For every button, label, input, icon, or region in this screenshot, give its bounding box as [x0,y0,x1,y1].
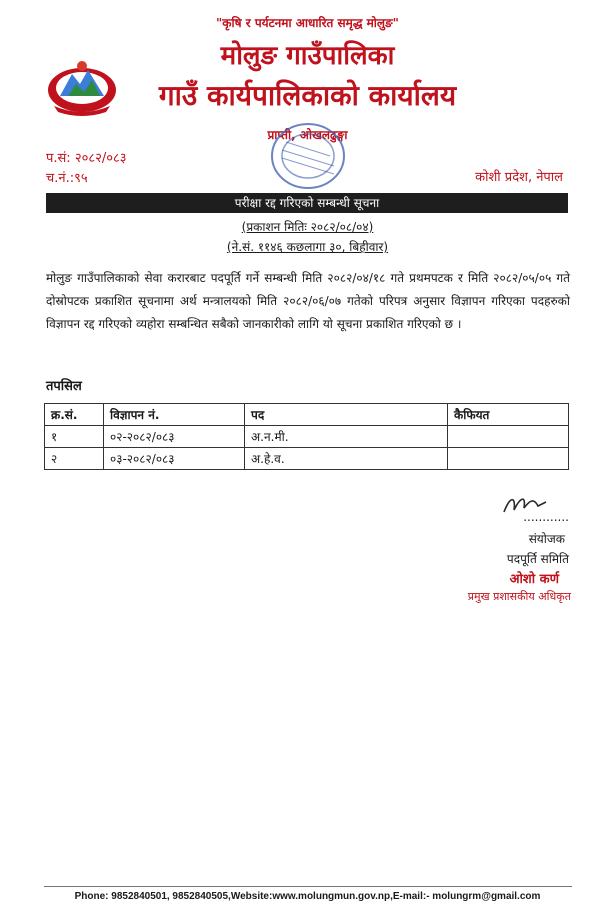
col-serial: क्र.सं. [45,404,104,426]
cell-ad-number: ०२-२०८२/०८३ [104,426,245,448]
table-row [45,448,569,470]
nepal-sambat-date: (ने.सं. ११४६ कछलागा ३०, बिहीवार) [226,240,389,254]
signatory-designation: प्रमुख प्रशासकीय अधिकृत [467,590,571,603]
signatory-name: ओशो कर्ण [509,572,559,587]
patra-sankhya: प.सं: २०८२/०८३ [46,151,127,166]
notice-title-banner: परीक्षा रद्द गरिएको सम्बन्धी सूचना [46,193,568,213]
table-label: तपसिल [46,379,82,394]
col-remarks: कैफियत [448,404,569,426]
footer-divider [44,886,572,887]
signature-committee: पदपूर्ति समिति [506,552,569,566]
vacancy-table [44,403,569,470]
cell-remarks [448,426,569,448]
table-header-row [45,404,569,426]
publish-date: (प्रकाशन मितिः २०८२/०८/०४) [241,220,374,234]
table-row [45,426,569,448]
cell-ad-number: ०३-२०८२/०८३ [104,448,245,470]
notice-body: मोलुङ गाउँपालिकाको सेवा करारबाट पदपूर्ति गर्ने सम्बन्धी मिति २०८२/०४/१८ गते प्रथमपटक र मिति २०८२/०५/०५ गते दोस्रोपटक प्रकाशित सूचनामा अर्थ मन्त्रालयको मिति २०८२/०६/०७ गतेको परिपत्र अनुसार विज्ञापन गरिएका पदहरुको विज्ञापन रद्द गरिएको व्यहोरा सम्बन्धित सबैको जानकारीको लागि यो सूचना प्रकाशित गरिएको छ । [46,271,570,331]
col-position: पद [245,404,448,426]
cell-remarks [448,448,569,470]
motto: "कृषि र पर्यटनमा आधारित समृद्ध मोलुङ" [216,16,399,30]
office-location: प्राप्ती, ओखलढुङ्गा [267,128,348,142]
cell-position: अ.हे.व. [245,448,448,470]
cell-serial: २ [45,448,104,470]
cell-position: अ.न.मी. [245,426,448,448]
signature-dots: ............ [523,510,569,524]
signature-role: संयोजक [528,532,565,546]
office-stamp-icon [268,120,348,192]
office-name: गाउँ कार्यपालिकाको कार्यालय [158,79,457,112]
footer-contact: Phone: 9852840501, 9852840505,Website:www.molungmun.gov.np,E-mail:- molungrm@gmail.com [74,891,541,902]
col-ad-number: विज्ञापन नं. [104,404,245,426]
province-label: कोशी प्रदेश, नेपाल [475,170,563,185]
cell-serial: १ [45,426,104,448]
chalani-number: च.नं.:९५ [46,171,88,186]
municipality-name: मोलुङ गाउँपालिका [220,41,395,71]
nepal-emblem-icon [44,56,120,116]
